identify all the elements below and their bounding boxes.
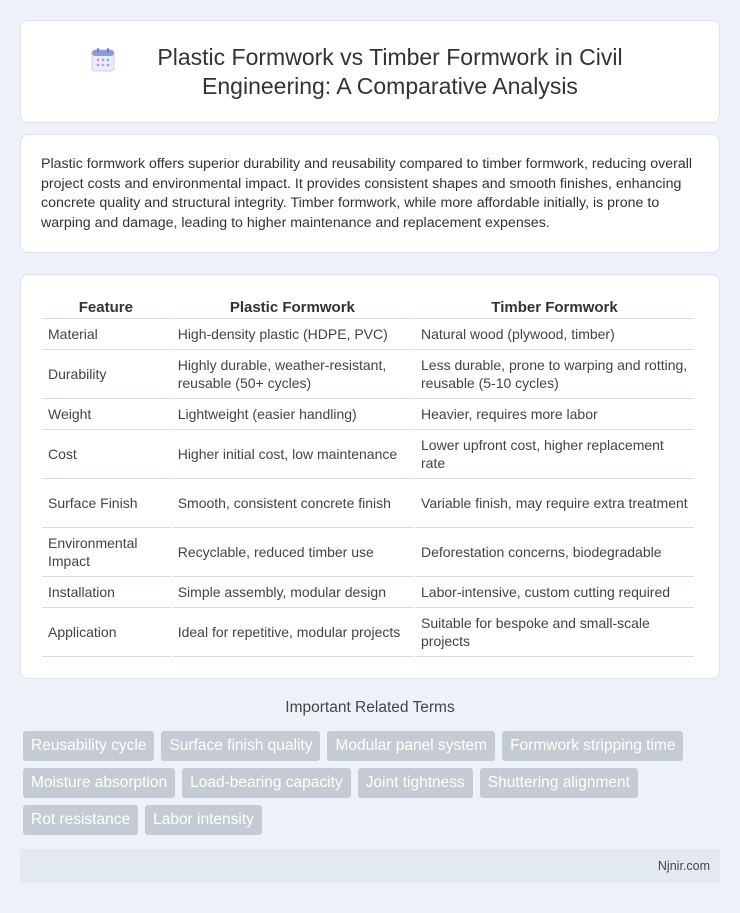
timber-cell: Labor-intensive, custom cutting required (415, 577, 694, 608)
timber-cell: Deforestation concerns, biodegradable (415, 528, 694, 577)
feature-cell: Cost (42, 430, 170, 479)
plastic-cell: Ideal for repetitive, modular projects (172, 608, 413, 657)
plastic-cell: Recyclable, reduced timber use (172, 528, 413, 577)
calendar-icon (90, 47, 116, 73)
plastic-cell: Lightweight (easier handling) (172, 399, 413, 430)
summary-text: Plastic formwork offers superior durability and reusability compared to timber formwork, reducing overall project costs and environmental impact. It provides consistent shapes and smooth finishes, enhancing concrete quality and structural integrity. Timber formwork, while more affordable initially, is prone to warping and damage, leading to higher maintenance and replacement expenses. (41, 156, 693, 231)
table-row (42, 350, 694, 399)
footer (20, 849, 720, 883)
feature-cell: Durability (42, 350, 170, 399)
table-row (42, 577, 694, 608)
term-tag[interactable]: Load-bearing capacity (182, 768, 351, 798)
feature-cell: Material (42, 319, 170, 350)
feature-cell: Environmental Impact (42, 528, 170, 577)
term-tag[interactable]: Rot resistance (23, 805, 138, 835)
term-tag[interactable]: Shuttering alignment (480, 768, 638, 798)
term-tag[interactable]: Formwork stripping time (502, 731, 683, 761)
table-row (42, 479, 694, 528)
related-terms-list (23, 731, 723, 835)
timber-cell: Natural wood (plywood, timber) (415, 319, 694, 350)
plastic-cell: Highly durable, weather-resistant, reusable (50+ cycles) (172, 350, 413, 399)
related-terms-title: Important Related Terms (285, 699, 455, 716)
timber-cell: Less durable, prone to warping and rotting, reusable (5-10 cycles) (415, 350, 694, 399)
plastic-cell: Higher initial cost, low maintenance (172, 430, 413, 479)
table-row (42, 319, 694, 350)
feature-cell: Installation (42, 577, 170, 608)
plastic-cell: High-density plastic (HDPE, PVC) (172, 319, 413, 350)
table-row (42, 399, 694, 430)
table-row (42, 430, 694, 479)
page-title: Plastic Formwork vs Timber Formwork in Civil Engineering: A Comparative Analysis (157, 43, 623, 99)
summary-card (20, 134, 720, 253)
comparison-table (40, 295, 696, 657)
table-row (42, 608, 694, 657)
term-tag[interactable]: Moisture absorption (23, 768, 175, 798)
term-tag[interactable]: Reusability cycle (23, 731, 154, 761)
feature-cell: Weight (42, 399, 170, 430)
header-card (20, 20, 720, 123)
timber-cell: Variable finish, may require extra treatment (415, 479, 694, 528)
column-header: Timber Formwork (415, 295, 694, 319)
table-row (42, 528, 694, 577)
plastic-cell: Smooth, consistent concrete finish (172, 479, 413, 528)
term-tag[interactable]: Modular panel system (327, 731, 495, 761)
term-tag[interactable]: Labor intensity (145, 805, 262, 835)
footer-site[interactable]: Njnir.com (657, 859, 710, 873)
column-header: Feature (42, 295, 170, 319)
term-tag[interactable]: Surface finish quality (161, 731, 320, 761)
column-header: Plastic Formwork (172, 295, 413, 319)
term-tag[interactable]: Joint tightness (358, 768, 473, 798)
timber-cell: Lower upfront cost, higher replacement rate (415, 430, 694, 479)
timber-cell: Heavier, requires more labor (415, 399, 694, 430)
feature-cell: Surface Finish (42, 479, 170, 528)
feature-cell: Application (42, 608, 170, 657)
comparison-table-card (20, 274, 720, 679)
plastic-cell: Simple assembly, modular design (172, 577, 413, 608)
timber-cell: Suitable for bespoke and small-scale projects (415, 608, 694, 657)
